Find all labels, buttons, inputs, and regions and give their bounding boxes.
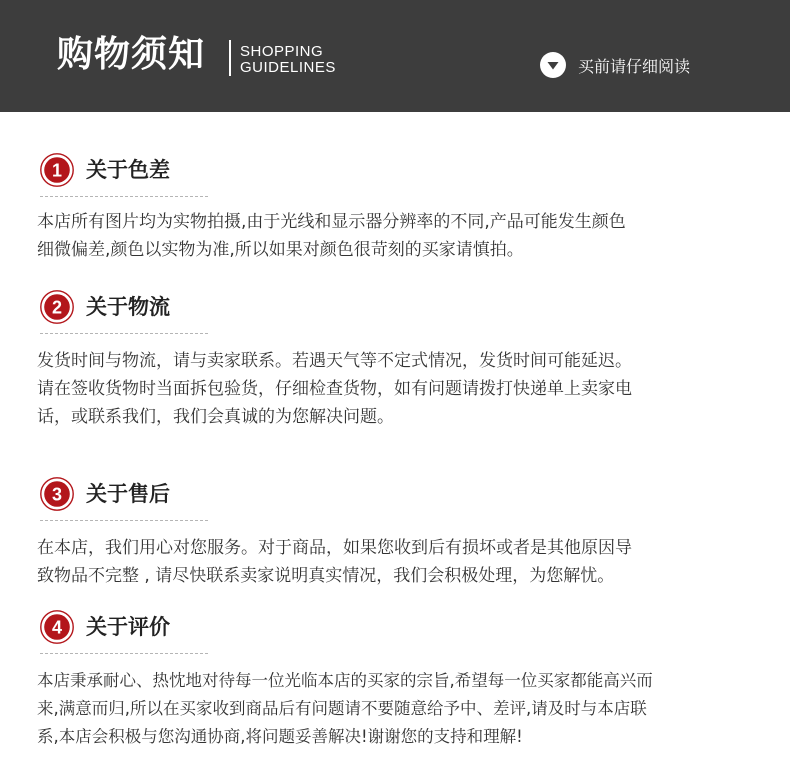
english-subtitle (240, 44, 336, 76)
number-badge-icon (40, 153, 74, 187)
chevron-down-circle-icon (540, 52, 566, 78)
section-title: 关于评价 (86, 615, 170, 639)
body-line: 话，或联系我们，我们会真诚的为您解决问题。 (37, 407, 394, 427)
badge-number: 1 (51, 160, 63, 181)
section-body (37, 534, 757, 590)
section-header (37, 289, 757, 329)
notice-text: 买前请仔细阅读 (578, 56, 691, 76)
section-title: 关于售后 (86, 482, 170, 506)
badge-number: 3 (51, 484, 63, 505)
body-line: 本店所有图片均为实物拍摄,由于光线和显示器分辨率的不同,产品可能发生颜色 (37, 212, 626, 232)
number-badge (40, 290, 74, 324)
dashed-divider (40, 520, 208, 521)
body-line: 来,满意而归,所以在买家收到商品后有问题请不要随意给予中、差评,请及时与本店联 (37, 699, 647, 718)
body-line: 发货时间与物流，请与卖家联系。若遇天气等不定式情况，发货时间可能延迟。 (37, 351, 632, 371)
number-badge-icon (40, 477, 74, 511)
dashed-divider (40, 333, 208, 334)
body-line: 系,本店会积极与您沟通协商,将问题妥善解决!谢谢您的支持和理解! (37, 727, 523, 746)
subtitle-line-1: SHOPPING (240, 43, 324, 60)
read-notice (540, 52, 690, 78)
section-header (37, 152, 757, 192)
body-line: 在本店，我们用心对您服务。对于商品，如果您收到后有损坏或者是其他原因导 (37, 538, 632, 558)
section-title: 关于色差 (86, 158, 170, 182)
section-after-sales (37, 476, 757, 586)
number-badge-icon (40, 610, 74, 644)
section-color-difference (37, 152, 757, 260)
subtitle-line-2: GUIDELINES (240, 59, 336, 76)
badge-number: 2 (51, 297, 63, 318)
number-badge (40, 610, 74, 644)
title-divider (229, 40, 231, 76)
dashed-divider (40, 196, 208, 197)
dashed-divider (40, 653, 208, 654)
section-body (37, 208, 757, 264)
number-badge (40, 153, 74, 187)
section-body (37, 347, 757, 431)
section-header (37, 609, 757, 649)
section-header (37, 476, 757, 516)
body-line: 细微偏差,颜色以实物为准,所以如果对颜色很苛刻的买家请慎拍。 (37, 240, 524, 260)
number-badge-icon (40, 290, 74, 324)
section-logistics (37, 289, 757, 427)
section-title: 关于物流 (86, 295, 170, 319)
body-line: 本店秉承耐心、热忱地对待每一位光临本店的买家的宗旨,希望每一位买家都能高兴而 (37, 671, 653, 690)
page-title: 购物须知 (57, 34, 206, 75)
body-line: 请在签收货物时当面拆包验货，仔细检查货物，如有问题请拨打快递单上卖家电 (37, 379, 632, 399)
header-bar (0, 0, 790, 112)
badge-number: 4 (51, 617, 63, 638)
section-body (37, 667, 757, 751)
number-badge (40, 477, 74, 511)
section-reviews (37, 609, 757, 746)
body-line: 致物品不完整 , 请尽快联系卖家说明真实情况，我们会积极处理，为您解忧。 (37, 566, 615, 586)
